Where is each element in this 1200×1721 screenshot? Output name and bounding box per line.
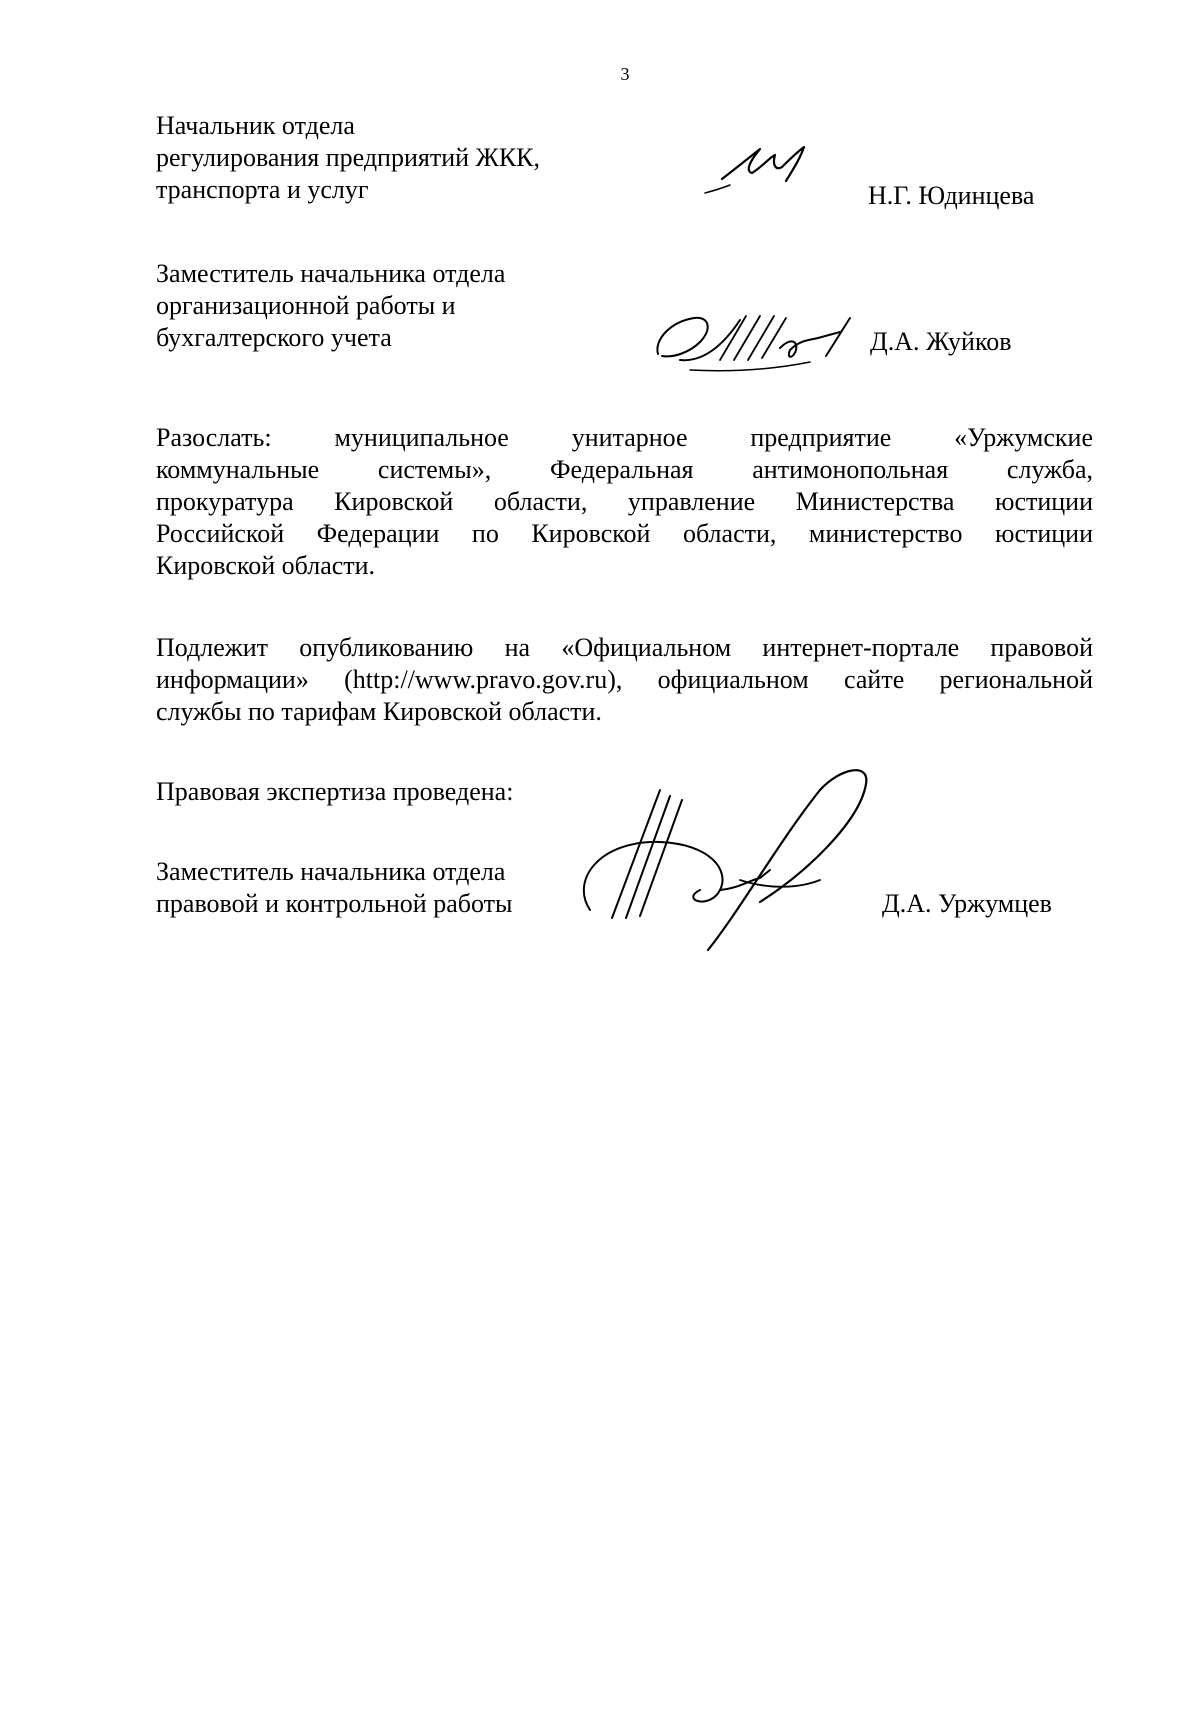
signatory-1-title-line: Начальник отдела <box>156 111 355 140</box>
signatory-2-title-line: организационной работы и <box>156 291 456 320</box>
signatory-1-name: Н.Г. Юдинцева <box>868 181 1035 210</box>
publication-line: информации» (http://www.pravo.gov.ru), официальном сайте региональной <box>156 665 1093 694</box>
page-number: 3 <box>620 64 630 84</box>
signature-1-image <box>700 135 830 205</box>
signatory-1-title-line: транспорта и услуг <box>156 175 369 204</box>
legal-review-title <box>156 856 512 920</box>
signatory-1-title <box>156 110 540 206</box>
distribution-line: коммунальные системы», Федеральная антимонопольная служба, <box>156 455 1093 484</box>
publication-line: Подлежит опубликованию на «Официальном интернет-портале правовой <box>156 633 1093 662</box>
publication-line: службы по тарифам Кировской области. <box>156 697 602 726</box>
distribution-line: Разослать: муниципальное унитарное предприятие «Уржумские <box>156 423 1093 452</box>
signatory-2-title-line: бухгалтерского учета <box>156 323 392 352</box>
signatory-2-name: Д.А. Жуйков <box>870 327 1012 356</box>
legal-review-heading: Правовая экспертиза проведена: <box>156 777 514 806</box>
signature-3-image <box>570 760 890 960</box>
signatory-2-title <box>156 258 505 354</box>
distribution-line: Российской Федерации по Кировской области, министерство юстиции <box>156 519 1093 548</box>
distribution-line: прокуратура Кировской области, управление Министерства юстиции <box>156 487 1093 516</box>
legal-review-name: Д.А. Уржумцев <box>882 889 1052 918</box>
signatory-1-title-line: регулирования предприятий ЖКК, <box>156 143 541 172</box>
signatory-2-title-line: Заместитель начальника отдела <box>156 259 506 288</box>
distribution-paragraph <box>156 422 1093 582</box>
legal-review-title-line: Заместитель начальника отдела <box>156 857 506 886</box>
publication-paragraph <box>156 632 1093 728</box>
distribution-line: Кировской области. <box>156 551 376 580</box>
legal-review-title-line: правовой и контрольной работы <box>156 889 513 918</box>
signature-2-image <box>650 300 870 380</box>
